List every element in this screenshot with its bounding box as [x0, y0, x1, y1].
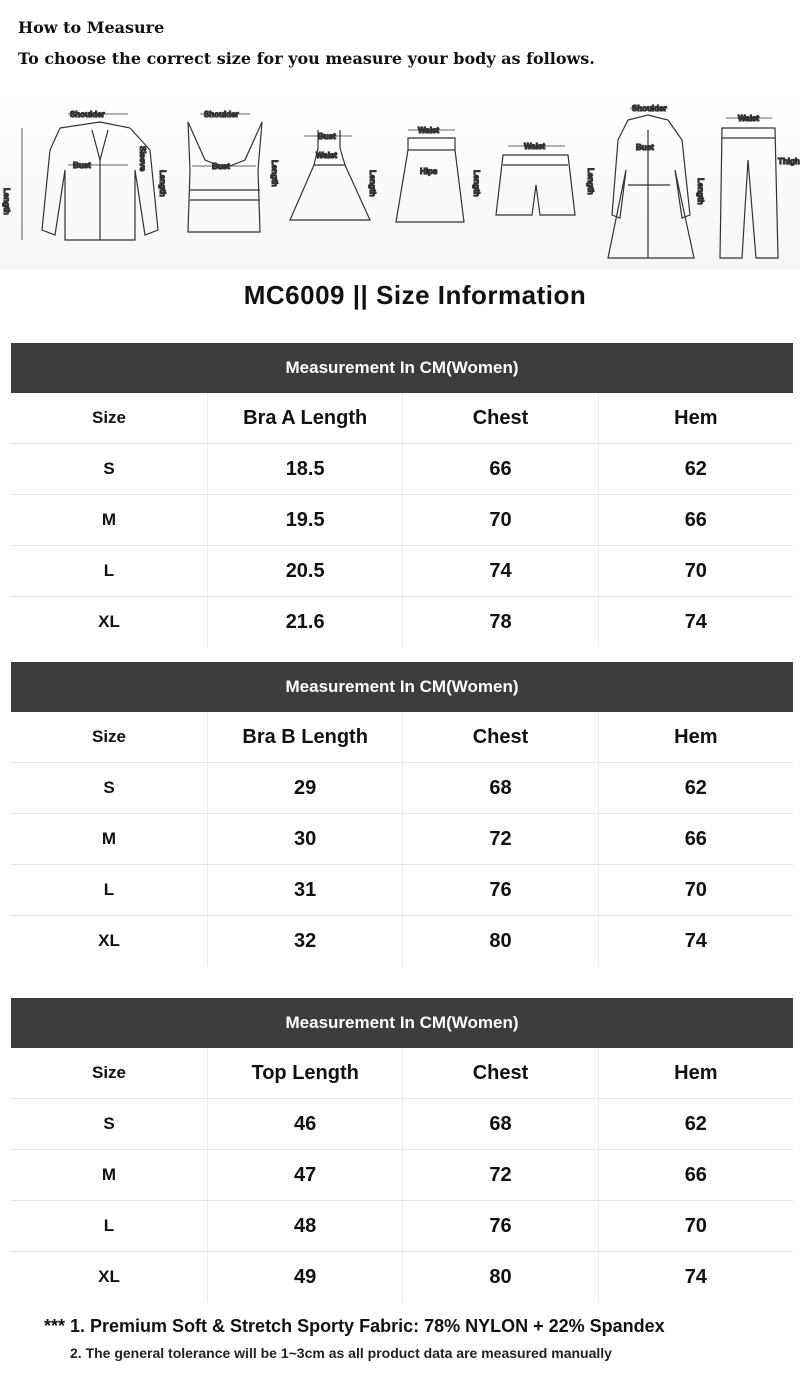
table-row	[11, 865, 793, 916]
table-cell: 70	[403, 495, 598, 545]
table-cell: 31	[208, 865, 403, 915]
table-row	[11, 814, 793, 865]
how-to-measure-title: How to Measure	[18, 18, 165, 37]
table-cell: S	[11, 1099, 208, 1149]
sleeve-label: Sleeve	[138, 146, 147, 172]
waist-label-4: Waist	[738, 114, 760, 123]
table-cell: 74	[684, 929, 707, 952]
table-row	[11, 1150, 793, 1201]
table-cell: 49	[208, 1252, 403, 1302]
table-cell: M	[11, 814, 208, 864]
table-cell: 66	[684, 508, 707, 531]
table-cell: L	[11, 1201, 208, 1251]
bust-label-1: Bust	[73, 161, 91, 170]
column-header: Top Length	[208, 1048, 403, 1098]
tank-top-diagram	[158, 110, 262, 232]
column-header: Chest	[403, 1048, 598, 1098]
table-cell: 62	[684, 457, 707, 480]
column-header: Size	[11, 1048, 208, 1098]
table-cell: 66	[684, 1163, 707, 1186]
table-cell: 70	[684, 1214, 707, 1237]
table-cell: 72	[403, 1150, 598, 1200]
length-label-7: Length	[696, 178, 705, 205]
table-header-row	[11, 1048, 793, 1099]
table-cell: 76	[403, 865, 598, 915]
table-cell: 29	[208, 763, 403, 813]
table-cell: 70	[684, 878, 707, 901]
length-label-3: Length	[270, 160, 279, 187]
bust-label-4: Bust	[636, 143, 654, 152]
waist-label-2: Waist	[418, 126, 440, 135]
length-label-2: Length	[158, 170, 167, 197]
column-header: Bra B Length	[208, 712, 403, 762]
blouse-diagram	[2, 110, 158, 240]
table-cell: L	[11, 546, 208, 596]
size-table-bra-a	[11, 343, 793, 647]
table-row	[11, 1252, 793, 1302]
dress-diagram	[270, 130, 370, 220]
skirt-diagram	[368, 126, 464, 222]
table-cell: 74	[684, 1265, 707, 1288]
table-cell: 47	[208, 1150, 403, 1200]
table-cell: 80	[403, 1252, 598, 1302]
table-heading: Measurement In CM(Women)	[11, 662, 793, 712]
table-row	[11, 444, 793, 495]
table-header-row	[11, 712, 793, 763]
trousers-diagram	[696, 114, 800, 258]
hips-label: Hips	[420, 167, 438, 176]
column-header: Hem	[674, 1061, 718, 1084]
table-cell: 21.6	[208, 597, 403, 647]
table-row	[11, 546, 793, 597]
table-row	[11, 597, 793, 647]
coat-dress-diagram	[586, 104, 694, 258]
size-table-bra-b	[11, 662, 793, 966]
table-cell: 74	[403, 546, 598, 596]
table-cell: 80	[403, 916, 598, 966]
table-cell: 68	[403, 763, 598, 813]
column-header: Size	[11, 393, 208, 443]
page-title: MC6009 || Size Information	[243, 280, 587, 310]
table-cell: XL	[11, 597, 208, 647]
how-to-measure	[18, 18, 595, 68]
measurement-diagrams	[0, 90, 800, 270]
table-row	[11, 763, 793, 814]
waist-label-1: Waist	[316, 151, 338, 160]
table-cell: 62	[684, 776, 707, 799]
waist-label-3: Waist	[524, 142, 546, 151]
how-to-measure-instructions: To choose the correct size for you measure your body as follows.	[18, 49, 595, 68]
table-cell: S	[11, 763, 208, 813]
table-cell: 70	[684, 559, 707, 582]
tolerance-note: 2. The general tolerance will be 1~3cm as all product data are measured manually	[70, 1345, 612, 1361]
thigh-label: Thigh	[778, 157, 800, 166]
length-label-4: Length	[368, 170, 377, 197]
shoulder-label-1: Shoulder	[70, 110, 105, 119]
bust-label-3: Bust	[318, 132, 336, 141]
table-cell: 19.5	[208, 495, 403, 545]
table-cell: 68	[403, 1099, 598, 1149]
shorts-diagram	[472, 142, 575, 215]
table-cell: 76	[403, 1201, 598, 1251]
column-header: Hem	[674, 406, 718, 429]
table-cell: 66	[684, 827, 707, 850]
shoulder-label-2: Shoulder	[204, 110, 239, 119]
table-cell: M	[11, 1150, 208, 1200]
table-row	[11, 495, 793, 546]
product-notes	[44, 1316, 665, 1361]
column-header: Size	[11, 712, 208, 762]
table-cell: 72	[403, 814, 598, 864]
table-cell: 74	[684, 610, 707, 633]
table-cell: 30	[208, 814, 403, 864]
column-header: Chest	[403, 393, 598, 443]
length-label-1: Length	[2, 188, 11, 215]
column-header: Bra A Length	[208, 393, 403, 443]
column-header: Chest	[403, 712, 598, 762]
column-header: Hem	[674, 725, 718, 748]
table-cell: S	[11, 444, 208, 494]
table-header-row	[11, 393, 793, 444]
table-row	[11, 1201, 793, 1252]
table-cell: XL	[11, 916, 208, 966]
table-cell: M	[11, 495, 208, 545]
shoulder-label-3: Shoulder	[632, 104, 667, 113]
table-cell: 46	[208, 1099, 403, 1149]
table-row	[11, 916, 793, 966]
table-cell: 48	[208, 1201, 403, 1251]
table-cell: 66	[403, 444, 598, 494]
length-label-6: Length	[586, 168, 595, 195]
table-cell: 62	[684, 1112, 707, 1135]
bust-label-2: Bust	[212, 162, 230, 171]
size-table-top	[11, 998, 793, 1302]
table-cell: 32	[208, 916, 403, 966]
table-cell: 18.5	[208, 444, 403, 494]
table-row	[11, 1099, 793, 1150]
table-heading: Measurement In CM(Women)	[11, 343, 793, 393]
table-cell: L	[11, 865, 208, 915]
table-cell: XL	[11, 1252, 208, 1302]
table-cell: 78	[403, 597, 598, 647]
fabric-note: *** 1. Premium Soft & Stretch Sporty Fabric: 78% NYLON + 22% Spandex	[44, 1316, 665, 1336]
table-cell: 20.5	[208, 546, 403, 596]
length-label-5: Length	[472, 170, 481, 197]
table-heading: Measurement In CM(Women)	[11, 998, 793, 1048]
